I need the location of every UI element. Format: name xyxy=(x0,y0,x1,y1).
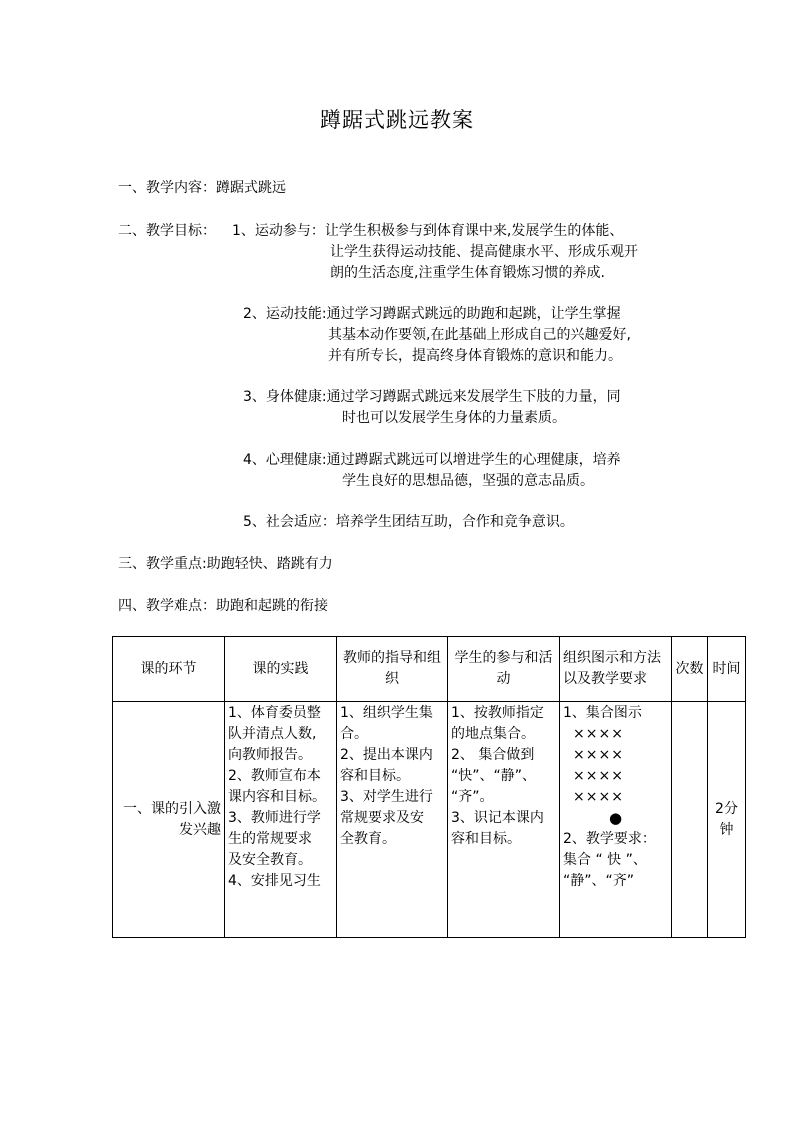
practice-line: 课内容和目标。 xyxy=(228,789,326,805)
goal-3-line-1: 3、身体健康:通过学习蹲踞式跳远来发展学生下肢的力量，同 xyxy=(243,389,621,405)
goal-4-line-2: 学生良好的思想品德，坚强的意志品质。 xyxy=(342,473,594,489)
student-line: 1、按教师指定 xyxy=(451,705,544,721)
practice-line: 生的常规要求 xyxy=(228,831,312,847)
goal-1-line-3: 朗的生活态度,注重学生体育锻炼习惯的养成. xyxy=(330,265,605,281)
stage-cell: 一、课的引入激发兴趣 xyxy=(113,702,225,938)
practice-line: 2、教师宣布本 xyxy=(228,768,321,784)
header-time: 时间 xyxy=(708,637,746,702)
formation-row: ×××× xyxy=(573,747,624,763)
practice-line: 及安全教育。 xyxy=(228,852,312,868)
goal-5: 5、社会适应：培养学生团结互助，合作和竞争意识。 xyxy=(243,514,574,530)
goal-1-line-1: 1、运动参与：让学生积极参与到体育课中来,发展学生的体能、 xyxy=(232,223,624,239)
teacher-line: 2、提出本课内 xyxy=(340,747,433,763)
teacher-cell xyxy=(337,702,448,938)
student-line: 3、识记本课内 xyxy=(451,810,544,826)
goals-heading: 二、教学目标： xyxy=(118,223,216,239)
student-cell xyxy=(448,702,560,938)
key-point: 三、教学重点:助跑轻快、踏跳有力 xyxy=(118,556,333,572)
formation-title: 1、集合图示 xyxy=(563,705,642,721)
student-line: 的地点集合。 xyxy=(451,726,535,742)
difficulty: 四、教学难点：助跑和起跳的衔接 xyxy=(118,598,328,614)
count-cell xyxy=(672,702,708,938)
goal-2-line-2: 其基本动作要领,在此基础上形成自己的兴趣爱好, xyxy=(328,327,631,343)
student-line: “快”、“静”、 xyxy=(451,768,537,784)
document-title: 蹲踞式跳远教案 xyxy=(320,108,474,132)
formation-row: ×××× xyxy=(573,726,624,742)
student-line: “齐”。 xyxy=(451,789,494,805)
practice-line: 向教师报告。 xyxy=(228,747,312,763)
goal-3-line-2: 时也可以发展学生身体的力量素质。 xyxy=(342,410,566,426)
formation-row: ×××× xyxy=(573,789,624,805)
practice-line: 队并清点人数, xyxy=(228,726,317,742)
organization-cell xyxy=(560,702,672,938)
header-stage: 课的环节 xyxy=(113,637,225,702)
goal-2-line-1: 2、运动技能:通过学习蹲踞式跳远的助跑和起跳，让学生掌握 xyxy=(243,306,621,322)
teacher-line: 合。 xyxy=(340,726,368,742)
teacher-line: 常规要求及安 xyxy=(340,810,424,826)
requirement-line: “静”、“齐” xyxy=(563,873,635,889)
teaching-content: 一、教学内容：蹲踞式跳远 xyxy=(118,180,286,196)
goal-4-line-1: 4、心理健康:通过蹲踞式跳远可以增进学生的心理健康，培养 xyxy=(243,452,621,468)
student-line: 2、 集合做到 xyxy=(451,747,535,763)
practice-line: 1、体育委员整 xyxy=(228,705,321,721)
teacher-line: 3、对学生进行 xyxy=(340,789,433,805)
header-count: 次数 xyxy=(672,637,708,702)
goal-2-line-3: 并有所专长，提高终身体育锻炼的意识和能力。 xyxy=(328,348,622,364)
practice-line: 3、教师进行学 xyxy=(228,810,321,826)
student-line: 容和目标。 xyxy=(451,831,521,847)
formation-row: ×××× xyxy=(573,768,624,784)
header-teacher: 教师的指导和组织 xyxy=(337,637,448,702)
practice-cell xyxy=(225,702,337,938)
goal-1-line-2: 让学生获得运动技能、提高健康水平、形成乐观开 xyxy=(330,244,638,260)
header-organization: 组织图示和方法以及教学要求 xyxy=(560,637,672,702)
practice-line: 4、安排见习生 xyxy=(228,873,321,889)
header-student: 学生的参与和活动 xyxy=(448,637,560,702)
teacher-position-icon: ● xyxy=(608,809,623,827)
header-practice: 课的实践 xyxy=(225,637,337,702)
teacher-line: 容和目标。 xyxy=(340,768,410,784)
requirement-line: 集合 “ 快 ”、 xyxy=(563,852,647,868)
lesson-plan-table xyxy=(112,636,746,938)
teacher-line: 全教育。 xyxy=(340,831,396,847)
teacher-line: 1、组织学生集 xyxy=(340,705,433,721)
table-row xyxy=(113,702,746,938)
requirement-line: 2、教学要求： xyxy=(563,831,656,847)
table-header-row xyxy=(113,637,746,702)
time-cell: 2分钟 xyxy=(708,702,746,938)
